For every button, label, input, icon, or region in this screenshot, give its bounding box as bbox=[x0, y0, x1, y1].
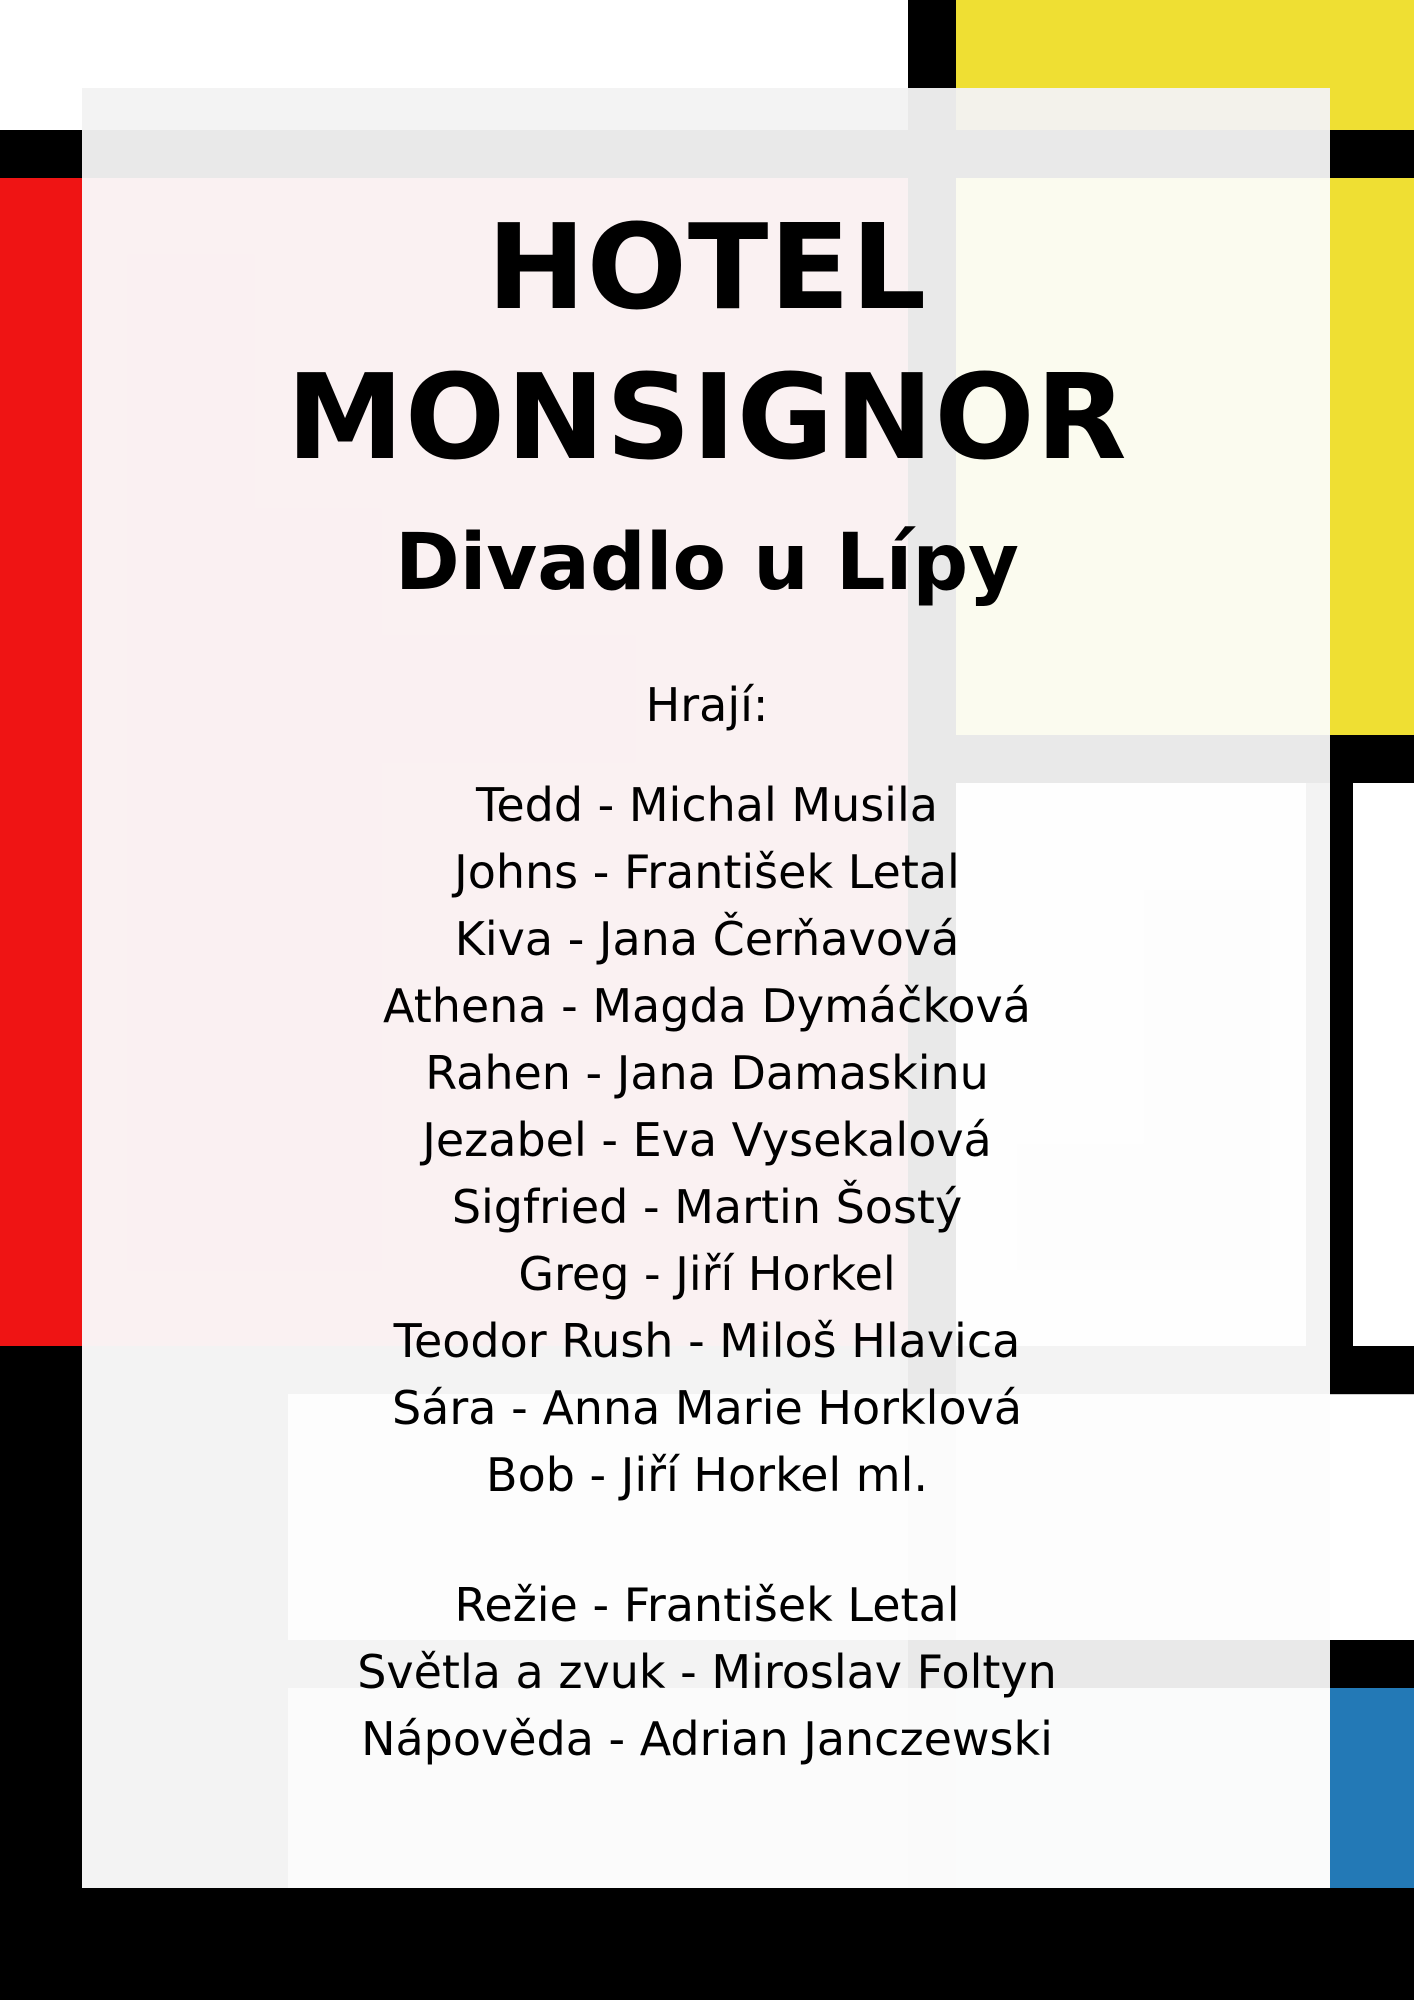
cast-item: Rahen - Jana Damaskinu bbox=[425, 1046, 989, 1100]
cast-item: Kiva - Jana Čerňavová bbox=[454, 912, 960, 966]
background-black-bar-bottom bbox=[0, 1888, 1414, 2000]
cast-item: Sigfried - Martin Šostý bbox=[451, 1180, 963, 1234]
poster-subtitle: Divadlo u Lípy bbox=[394, 518, 1020, 608]
cast-item: Jezabel - Eva Vysekalová bbox=[422, 1113, 992, 1167]
cast-item: Greg - Jiří Horkel bbox=[518, 1247, 896, 1301]
poster-title-line-1: HOTEL bbox=[486, 198, 928, 336]
crew-list bbox=[0, 1572, 1414, 1773]
cast-heading: Hrají: bbox=[645, 678, 769, 732]
crew-item: Nápověda - Adrian Janczewski bbox=[361, 1712, 1053, 1766]
cast-item: Bob - Jiří Horkel ml. bbox=[486, 1448, 928, 1502]
cast-item: Athena - Magda Dymáčková bbox=[383, 979, 1031, 1033]
cast-item: Sára - Anna Marie Horklová bbox=[391, 1381, 1023, 1435]
cast-list bbox=[0, 772, 1414, 1509]
crew-item: Režie - František Letal bbox=[454, 1578, 960, 1632]
cast-item: Teodor Rush - Miloš Hlavica bbox=[393, 1314, 1021, 1368]
crew-item: Světla a zvuk - Miroslav Foltyn bbox=[357, 1645, 1057, 1699]
cast-item: Johns - František Letal bbox=[454, 845, 960, 899]
poster-title-line-2: MONSIGNOR bbox=[286, 348, 1128, 486]
cast-item: Tedd - Michal Musila bbox=[476, 778, 938, 832]
